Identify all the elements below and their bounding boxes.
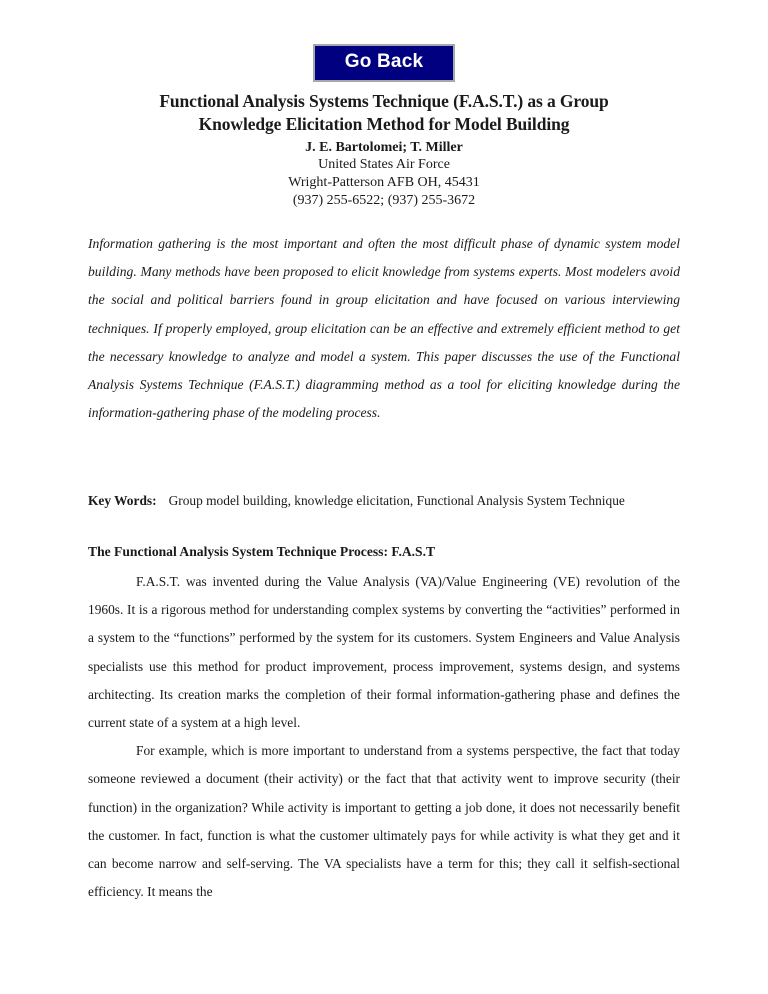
page-title-line-2: Knowledge Elicitation Method for Model Building xyxy=(198,113,570,134)
body-text-container xyxy=(88,568,680,906)
page-title-line-1: Functional Analysis Systems Technique (F.A.S.T.) as a Group xyxy=(159,91,609,111)
body-paragraph-1: F.A.S.T. was invented during the Value Analysis (VA)/Value Engineering (VE) revolution of the 1960s. It is a rigorous method for understanding complex systems by converting the “activities” performed in a system to the “functions” performed by the system for its customers. System Engineers and Value Analysis specialists use this method for product improvement, process improvement, systems design, and systems architecting. Its creation marks the completion of their formal information-gathering phase and defines the current state of a system at a high level. xyxy=(88,574,680,731)
body-paragraph-2: For example, which is more important to understand from a systems perspective, the fact that today someone reviewed a document (their activity) or the fact that that activity went to improve security (their function) in the organization? While activity is important to getting a job done, it does not necessarily benefit the customer. In fact, function is what the customer ultimately pays for while activity is what they get and it can become narrow and self-serving. The VA specialists have a term for this; they call it selfish-sectional efficiency. It means the xyxy=(88,743,680,900)
title-block xyxy=(88,90,680,211)
phone-line: (937) 255-6522; (937) 255-3672 xyxy=(292,193,476,209)
keywords-label: Key Words: xyxy=(88,493,157,508)
keywords-paragraph xyxy=(88,487,680,515)
affiliation-line: United States Air Force xyxy=(318,157,450,172)
authors-line: J. E. Bartolomei; T. Miller xyxy=(305,139,463,155)
address-line: Wright-Patterson AFB OH, 45431 xyxy=(288,175,480,191)
go-back-button[interactable]: Go Back xyxy=(313,44,455,82)
abstract-paragraph: Information gathering is the most important and often the most difficult phase of dynamic system model building. Many methods have been proposed to elicit knowledge from systems experts. Most modelers avoid the social and political barriers found in group elicitation and have focused on various interviewing techniques. If properly employed, group elicitation can be an effective and extremely efficient method to get the necessary knowledge to analyze and model a system. This paper discusses the use of the Functional Analysis Systems Technique (F.A.S.T.) diagramming method as a tool for eliciting knowledge during the information-gathering phase of the modeling process. xyxy=(88,236,680,421)
go-back-button-container xyxy=(0,44,768,82)
page-title xyxy=(88,90,680,136)
section-heading: The Functional Analysis System Technique Process: F.A.S.T xyxy=(88,544,436,559)
keywords-terms: Group model building, knowledge elicitation, Functional Analysis System Technique xyxy=(168,493,625,508)
